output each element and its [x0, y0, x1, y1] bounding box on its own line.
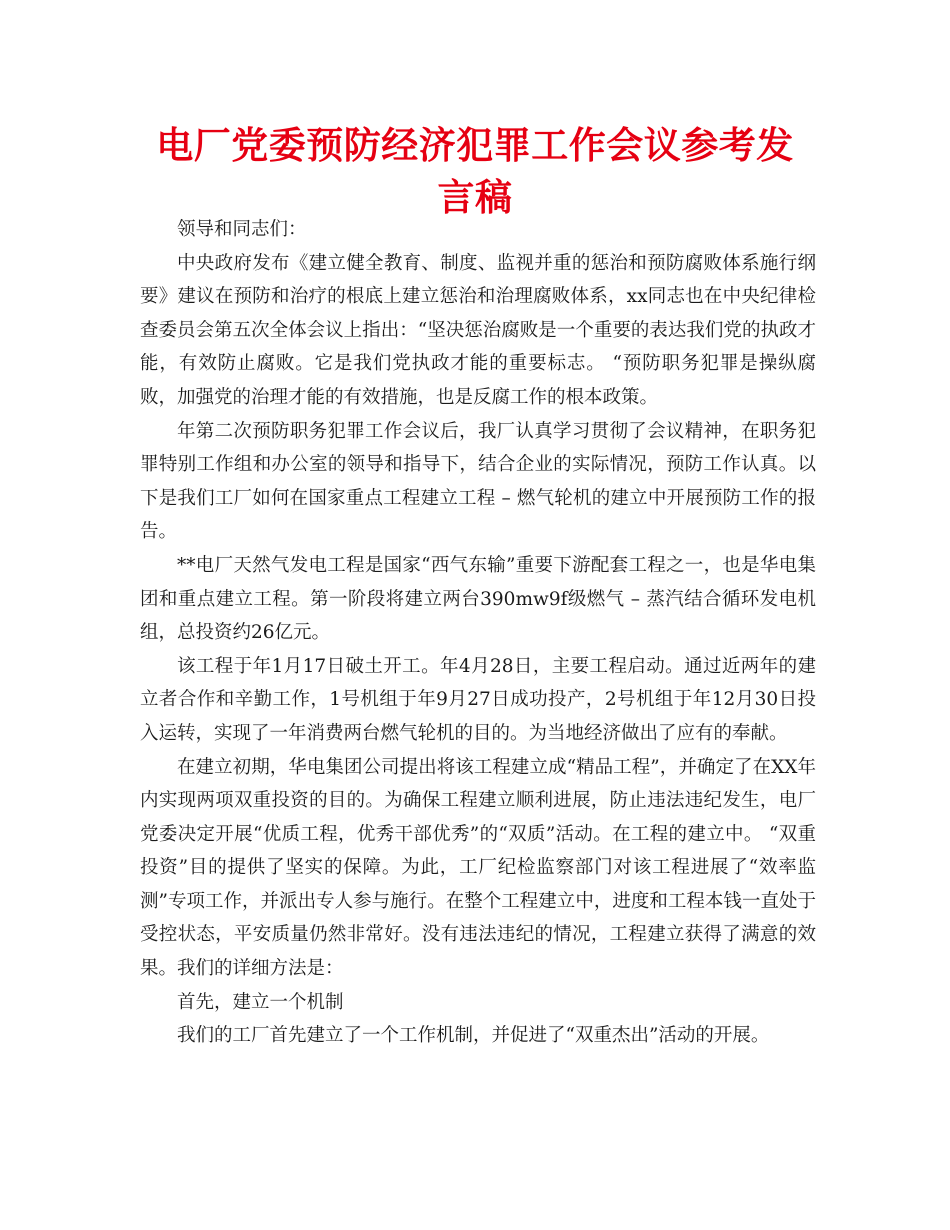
paragraph: 在建立初期，华电集团公司提出将该工程建立成“精品工程”，并确定了在XX年内实现两项双重投资的目的。为确保工程建立顺利进展，防止违法违纪发生，电厂党委决定开展“优质工程，优秀干部优秀”的“双质”活动。在工程的建立中。 “双重投资”目的提供了坚实的保障。为此，工厂纪检监察部门对该工程进展了“效率监测”专项工作，并派出专人参与施行。在整个工程建立中，进度和工程本钱一直处于受控状态，平安质量仍然非常好。没有违法违纪的情况，工程建立获得了满意的效果。我们的详细方法是： — [140, 756, 816, 980]
paragraph: 我们的工厂首先建立了一个工作机制，并促进了“双重杰出”活动的开展。 — [177, 1025, 770, 1047]
section-heading: 首先，建立一个机制 — [177, 991, 344, 1013]
paragraph: 该工程于年1月17日破土开工。年4月28日，主要工程启动。通过近两年的建立者合作和辛勤工作，1号机组于年9月27日成功投产，2号机组于年12月30日投入运转，实现了一年消费两台燃气轮机的目的。为当地经济做出了应有的奉献。 — [140, 655, 816, 744]
paragraph: **电厂天然气发电工程是国家“西气东输”重要下游配套工程之一，也是华电集团和重点建立工程。第一阶段将建立两台390mw9f级燃气 – 蒸汽结合循环发电机组，总投资约26亿元。 — [140, 554, 816, 644]
salutation: 领导和同志们： — [177, 219, 307, 240]
paragraph: 中央政府发布《建立健全教育、制度、监视并重的惩治和预防腐败体系施行纲要》建议在预防和治疗的根底上建立惩治和治理腐败体系，xx同志也在中央纪律检查委员会第五次全体会议上指出：“坚决惩治腐败是一个重要的表达我们党的执政才能，有效防止腐败。它是我们党执政才能的重要标志。 “预防职务犯罪是操纵腐败，加强党的治理才能的有效措施，也是反腐工作的根本政策。 — [140, 252, 816, 408]
paragraph: 年第二次预防职务犯罪工作会议后，我厂认真学习贯彻了会议精神，在职务犯罪特别工作组和办公室的领导和指导下，结合企业的实际情况，预防工作认真。以下是我们工厂如何在国家重点工程建立工程 – 燃气轮机的建立中开展预防工作的报告。 — [140, 420, 816, 543]
document-title: 电厂党委预防经济犯罪工作会议参考发言稿 — [156, 124, 794, 219]
document-body — [140, 213, 816, 1053]
